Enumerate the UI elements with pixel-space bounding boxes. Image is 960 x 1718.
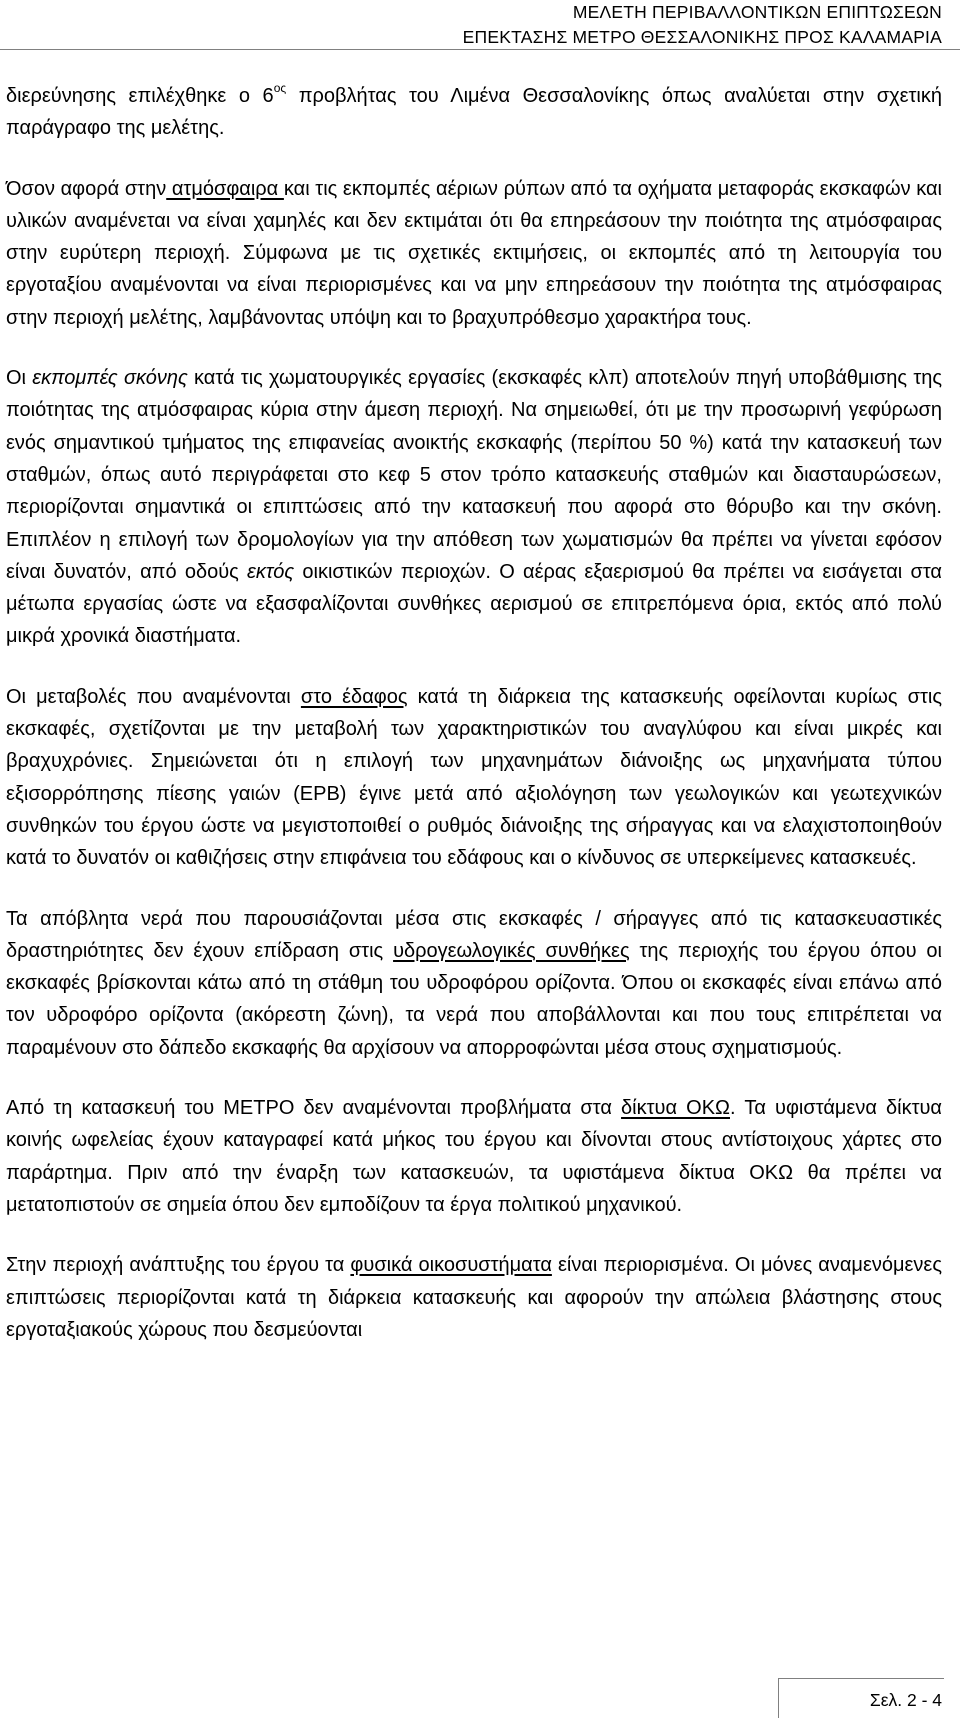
italic-term-dust-emissions: εκπομπές σκόνης xyxy=(32,367,188,390)
text-run: Οι xyxy=(6,367,33,390)
text-run: Οι μεταβολές που αναμένονται xyxy=(6,685,301,708)
page-header xyxy=(463,0,942,50)
text-run: κατά τη διάρκεια της κατασκευής οφείλονται κυρίως στις εκσκαφές, σχετίζονται με την μεταβολή των χαρακτηριστικών του αναγλύφου και είναι μικρές και βραχυχρόνιες. Σημειώνεται ότι η επιλογή των μηχανημάτων διάνοιξης ως μηχανήματα τύπου εξισορρόπησης πίεσης γαιών (EPB) έγινε μετά από αξιολόγηση των γεωλογικών και γεωτεχνικών συνθηκών του έργου ώστε να μεγιστοποιθεί ο ρυθμός διάνοιξης της σήραγγας και να ελαχιστοποιηθούν κατά το δυνατόν οι καθιζήσεις στην επιφάνεια του εδάφους και ο κίνδυνος σε υπερκείμενες κατασκευές. xyxy=(6,685,942,870)
text-run: οικιστικών περιοχών. Ο αέρας εξαερισμού θα πρέπει να εισάγεται στα μέτωπα εργασίας ώστε να εξασφαλίζονται συνθήκες αερισμού σε επιτρεπόμενα όρια, εκτός από πολύ μικρά χρονικά διαστήματα. xyxy=(6,560,942,648)
italic-term-outside: εκτός xyxy=(247,560,295,583)
page-number: Σελ. 2 - 4 xyxy=(869,1690,942,1710)
underlined-term-utility-networks: δίκτυα ΟΚΩ xyxy=(621,1097,730,1120)
text-run: προβλήτας του Λιμένα Θεσσαλονίκης όπως αναλύεται στην σχετική παράγραφο της μελέτης. xyxy=(6,85,942,140)
underlined-term-hydrogeology: υδρογεωλογικές συνθήκες xyxy=(393,939,630,962)
underlined-term-atmosphere: ατμόσφαιρα xyxy=(166,177,284,200)
text-run: Στην περιοχή ανάπτυξης του έργου τα xyxy=(6,1254,351,1277)
text-run: είναι περιορισμένα. Οι μόνες αναμενόμενες επιπτώσεις περιορίζονται κατά τη διάρκεια κατασκευής και αφορούν την απώλεια βλάστησης στους εργοταξιακούς χώρους που δεσμεύονται xyxy=(6,1254,942,1341)
text-run: Τα απόβλητα νερά που παρουσιάζονται μέσα στις εκσκαφές / σήραγγες από τις κατασκευαστικές δραστηριότητες δεν έχουν επίδραση στις xyxy=(6,907,942,962)
paragraph-ground xyxy=(6,681,942,875)
paragraph-port-selection xyxy=(6,80,942,145)
text-run: Από τη κατασκευή του ΜΕΤΡΟ δεν αναμένονται προβλήματα στα xyxy=(6,1097,622,1120)
header-divider xyxy=(0,49,960,50)
underlined-term-ground: στο έδαφος xyxy=(300,685,408,708)
header-title-line-2: ΕΠΕΚΤΑΣΗΣ ΜΕΤΡΟ ΘΕΣΣΑΛΟΝΙΚΗΣ ΠΡΟΣ ΚΑΛΑΜΑΡΙΑ xyxy=(462,27,942,47)
paragraph-utility-networks xyxy=(6,1092,942,1221)
text-run: Όσον αφορά στην xyxy=(6,177,167,200)
underlined-term-ecosystems: φυσικά οικοσυστήματα xyxy=(350,1254,552,1277)
header-title-line-1: ΜΕΛΕΤΗ ΠΕΡΙΒΑΛΛΟΝΤΙΚΩΝ ΕΠΙΠΤΩΣΕΩΝ xyxy=(572,2,942,22)
paragraph-hydrogeology xyxy=(6,903,942,1064)
text-run: κατά τις χωματουργικές εργασίες (εκσκαφές κλπ) αποτελούν πηγή υποβάθμισης της ποιότητας της ατμόσφαιρας κύρια στην άμεση περιοχή. Να σημειωθεί, ότι με την προσωρινή γεφύρωση ενός σημαντικού τμήματος της επιφανείας ανοικτής εκσκαφής (περίπου 50 %) κατά την κατασκευή των σταθμών, όπως αυτό περιγράφεται στο κεφ 5 στον τρόπο κατασκευής σταθμών και διασταυρώσεων, περιορίζονται σημαντικά οι επιπτώσεις από την κατασκευή που αφορά στο θόρυβο και την σκόνη. Επιπλέον η επιλογή των δρομολογίων για την απόθεση των χωματισμών θα πρέπει να γίνεται εφόσον είναι δυνατόν, από οδούς xyxy=(6,367,942,583)
paragraph-dust-emissions xyxy=(6,362,942,653)
ordinal-superscript: ος xyxy=(273,81,287,95)
text-run: της περιοχής του έργου όπου οι εκσκαφές βρίσκονται κάτω από τη στάθμη του υδροφόρου ορίζοντα. Όπου οι εκσκαφές είναι επάνω από τον υδροφόρο ορίζοντα (ακόρεστη ζώνη), τα νερά που αποβάλλονται και που τους επιτρέπεται να παραμένουν στο δάπεδο εκσκαφής θα αρχίσουν να απορροφώνται μέσα στους σχηματισμούς. xyxy=(6,939,942,1059)
paragraph-atmosphere xyxy=(6,173,942,334)
paragraph-ecosystems xyxy=(6,1249,942,1346)
text-run: . Τα υφιστάμενα δίκτυα κοινής ωφελείας έχουν καταγραφεί κατά μήκος του έργου και δίνονται στους αντίστοιχους χάρτες στο παράρτημα. Πριν από την έναρξη των κατασκευών, τα υφιστάμενα δίκτυα ΟΚΩ θα πρέπει να μετατοπιστούν σε σημεία όπου δεν εμποδίζουν τα έργα πολιτικού μηχανικού. xyxy=(6,1097,942,1216)
text-run: και τις εκπομπές αέριων ρύπων από τα οχήματα μεταφοράς εκσκαφών και υλικών αναμένεται να είναι χαμηλές και δεν εκτιμάται ότι θα επηρεάσουν την ποιότητα της ατμόσφαιρας στην ευρύτερη περιοχή. Σύμφωνα με τις σχετικές εκτιμήσεις, οι εκπομπές από τη λειτουργία του εργοταξίου αναμένονται να είναι περιορισμένες και να μην επηρεάσουν την ποιότητα της ατμόσφαιρας στην περιοχή μελέτης, λαμβάνοντας υπόψη και το βραχυπρόθεσμο χαρακτήρα τους. xyxy=(6,177,943,329)
document-body xyxy=(6,80,942,1374)
page-footer xyxy=(778,1678,944,1718)
text-run: διερεύνησης επιλέχθηκε ο 6 xyxy=(6,85,274,107)
